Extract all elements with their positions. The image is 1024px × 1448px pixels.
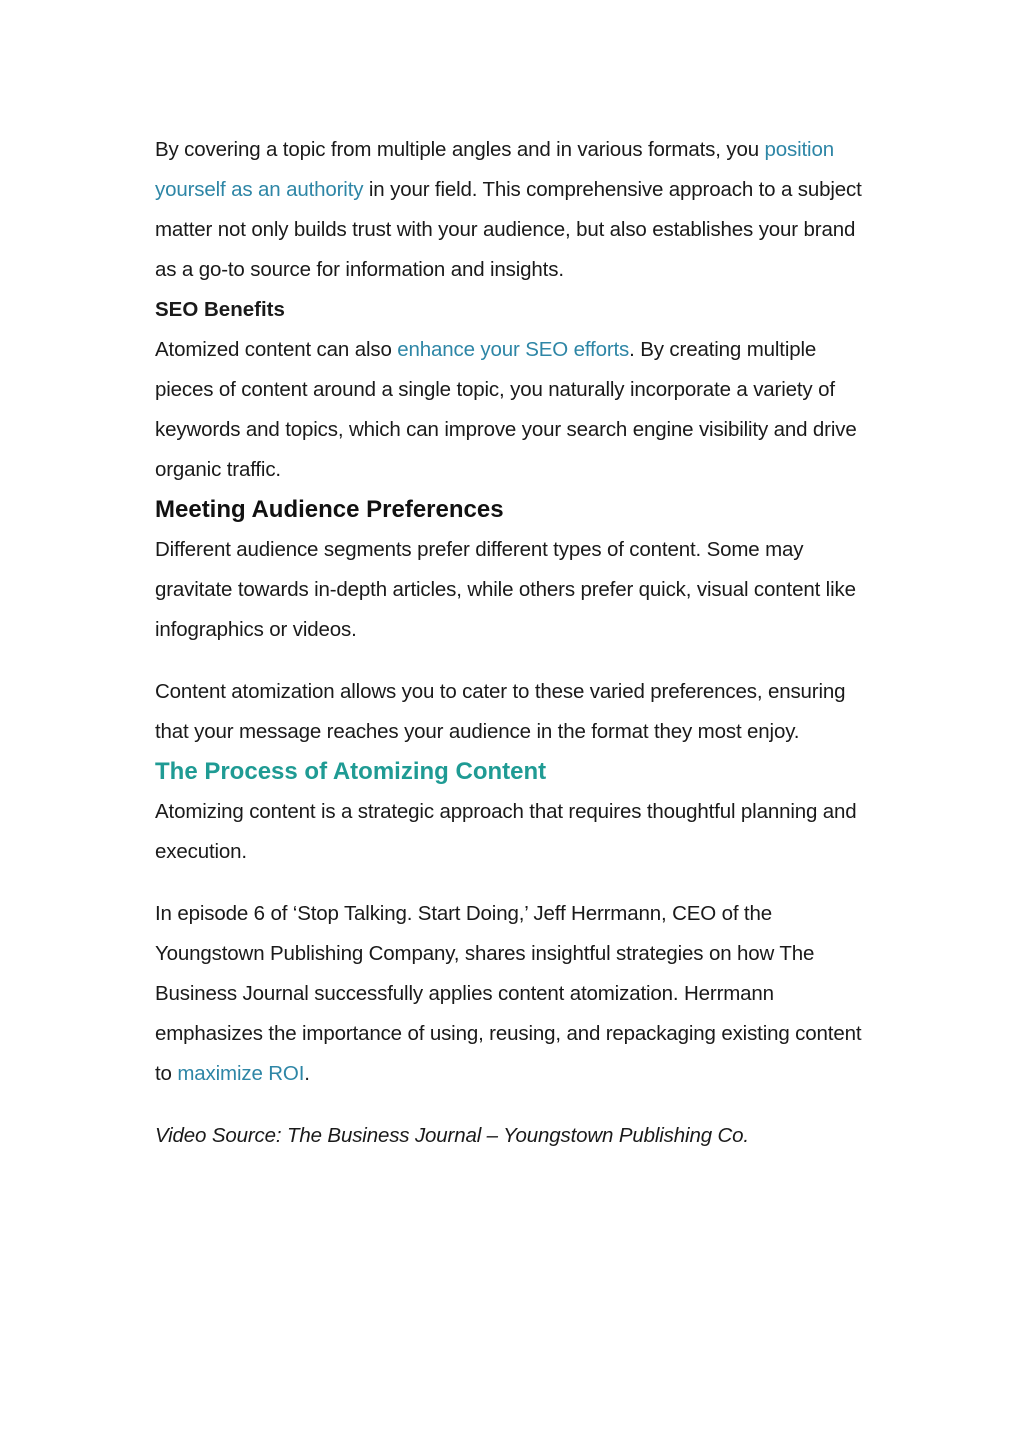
audience-paragraph-2: Content atomization allows you to cater to these varied preferences, ensuring that your message reaches your audience in the format they most enjoy. [155,680,846,743]
process-paragraph-1: Atomizing content is a strategic approach that requires thoughtful planning and execution. [155,800,857,863]
audience-paragraph-1: Different audience segments prefer different types of content. Some may gravitate towards in-depth articles, while others prefer quick, visual content like infographics or videos. [155,538,856,641]
document-page [155,130,880,1156]
seo-text-before: Atomized content can also [155,338,398,361]
intro-paragraph [155,130,880,290]
intro-text-before: By covering a topic from multiple angles and in various formats, you [155,138,765,161]
process-heading: The Process of Atomizing Content [155,758,547,785]
seo-benefits-heading: SEO Benefits [155,298,285,321]
seo-efforts-link[interactable]: enhance your SEO efforts [397,338,630,361]
intro-text-after: in your field. This comprehensive approach to a subject matter not only builds trust with your audience, but also establishes your brand as a go-to source for information and insights. [155,178,862,281]
maximize-roi-link[interactable]: maximize ROI [177,1062,305,1085]
seo-text-after: . By creating multiple pieces of content around a single topic, you naturally incorporate a variety of keywords and topics, which can improve your search engine visibility and drive organic traffic. [155,338,857,481]
process-text-before: In episode 6 of ‘Stop Talking. Start Doing,’ Jeff Herrmann, CEO of the Youngstown Publishing Company, shares insightful strategies on how The Business Journal successfully applies content atomization. Herrmann emphasizes the importance of using, reusing, and repackaging existing content to [155,902,862,1085]
seo-paragraph [155,330,880,490]
process-text-after: . [304,1062,310,1085]
video-source-caption: Video Source: The Business Journal – Youngstown Publishing Co. [155,1124,749,1147]
authority-link[interactable]: position yourself as an authority [155,138,834,201]
process-paragraph-2 [155,894,880,1094]
audience-preferences-heading: Meeting Audience Preferences [155,496,504,523]
